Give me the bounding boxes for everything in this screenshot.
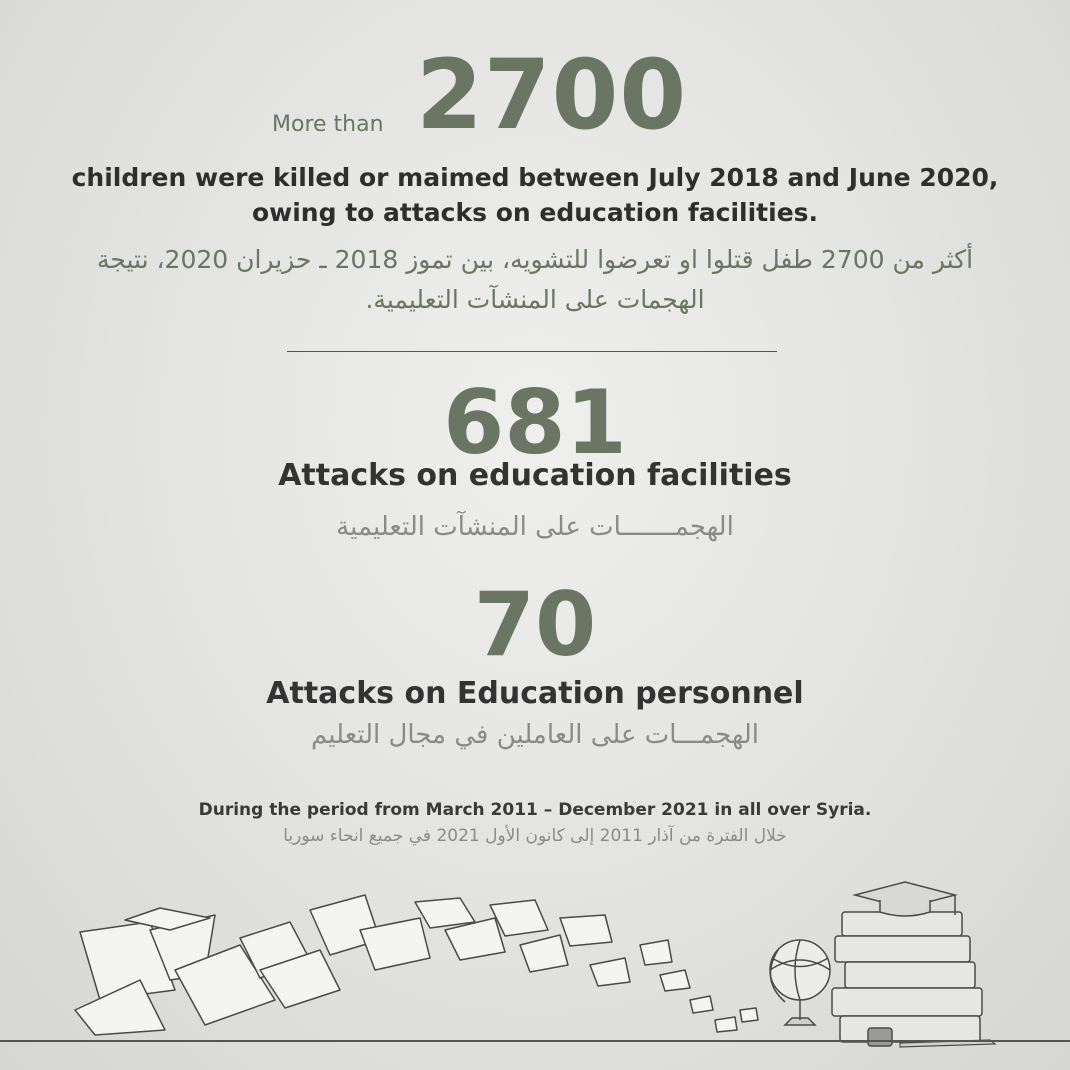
hero-text-ar-line1: أكثر من 2700 طفل قتلوا او تعرضوا للتشويه، بين تموز 2018 ـ حزيران 2020، نتيجة bbox=[96, 245, 974, 274]
hero-prefix: More than bbox=[272, 112, 384, 137]
globe-icon bbox=[770, 940, 830, 1025]
stat-facilities-label-en: Attacks on education facilities bbox=[278, 458, 792, 493]
hero-row bbox=[0, 40, 1070, 150]
stat-personnel-label-en: Attacks on Education personnel bbox=[266, 676, 804, 711]
flying-books-icon bbox=[75, 895, 758, 1035]
period-text-en: During the period from March 2011 – December 2021 in all over Syria. bbox=[198, 800, 872, 820]
graduation-cap-icon bbox=[855, 882, 955, 916]
book-stack-icon bbox=[832, 912, 982, 1042]
hero-text-en-line2: owing to attacks on education facilities. bbox=[251, 198, 819, 227]
period-text-ar: خلال الفترة من آذار 2011 إلى كانون الأول 2021 في جميع انحاء سوريا bbox=[283, 826, 787, 846]
stat-personnel-label-ar: الهجمـــات على العاملين في مجال التعليم bbox=[310, 720, 759, 750]
stat-facilities-number: 681 bbox=[443, 371, 627, 474]
hero-text-ar-line2: الهجمات على المنشآت التعليمية. bbox=[365, 285, 705, 314]
stat-personnel-number: 70 bbox=[473, 573, 597, 676]
stat-facilities-label-ar: الهجمـــــــات على المنشآت التعليمية bbox=[336, 512, 734, 542]
books-illustration bbox=[0, 860, 1070, 1060]
hero-text-en bbox=[0, 160, 1070, 230]
hero-text-ar bbox=[0, 240, 1070, 320]
inkwell-icon bbox=[868, 1028, 892, 1046]
hero-text-en-line1: children were killed or maimed between July 2018 and June 2020, bbox=[71, 163, 999, 192]
footer-line bbox=[0, 1040, 1070, 1042]
section-divider bbox=[287, 351, 777, 352]
hero-number: 2700 bbox=[416, 39, 688, 151]
